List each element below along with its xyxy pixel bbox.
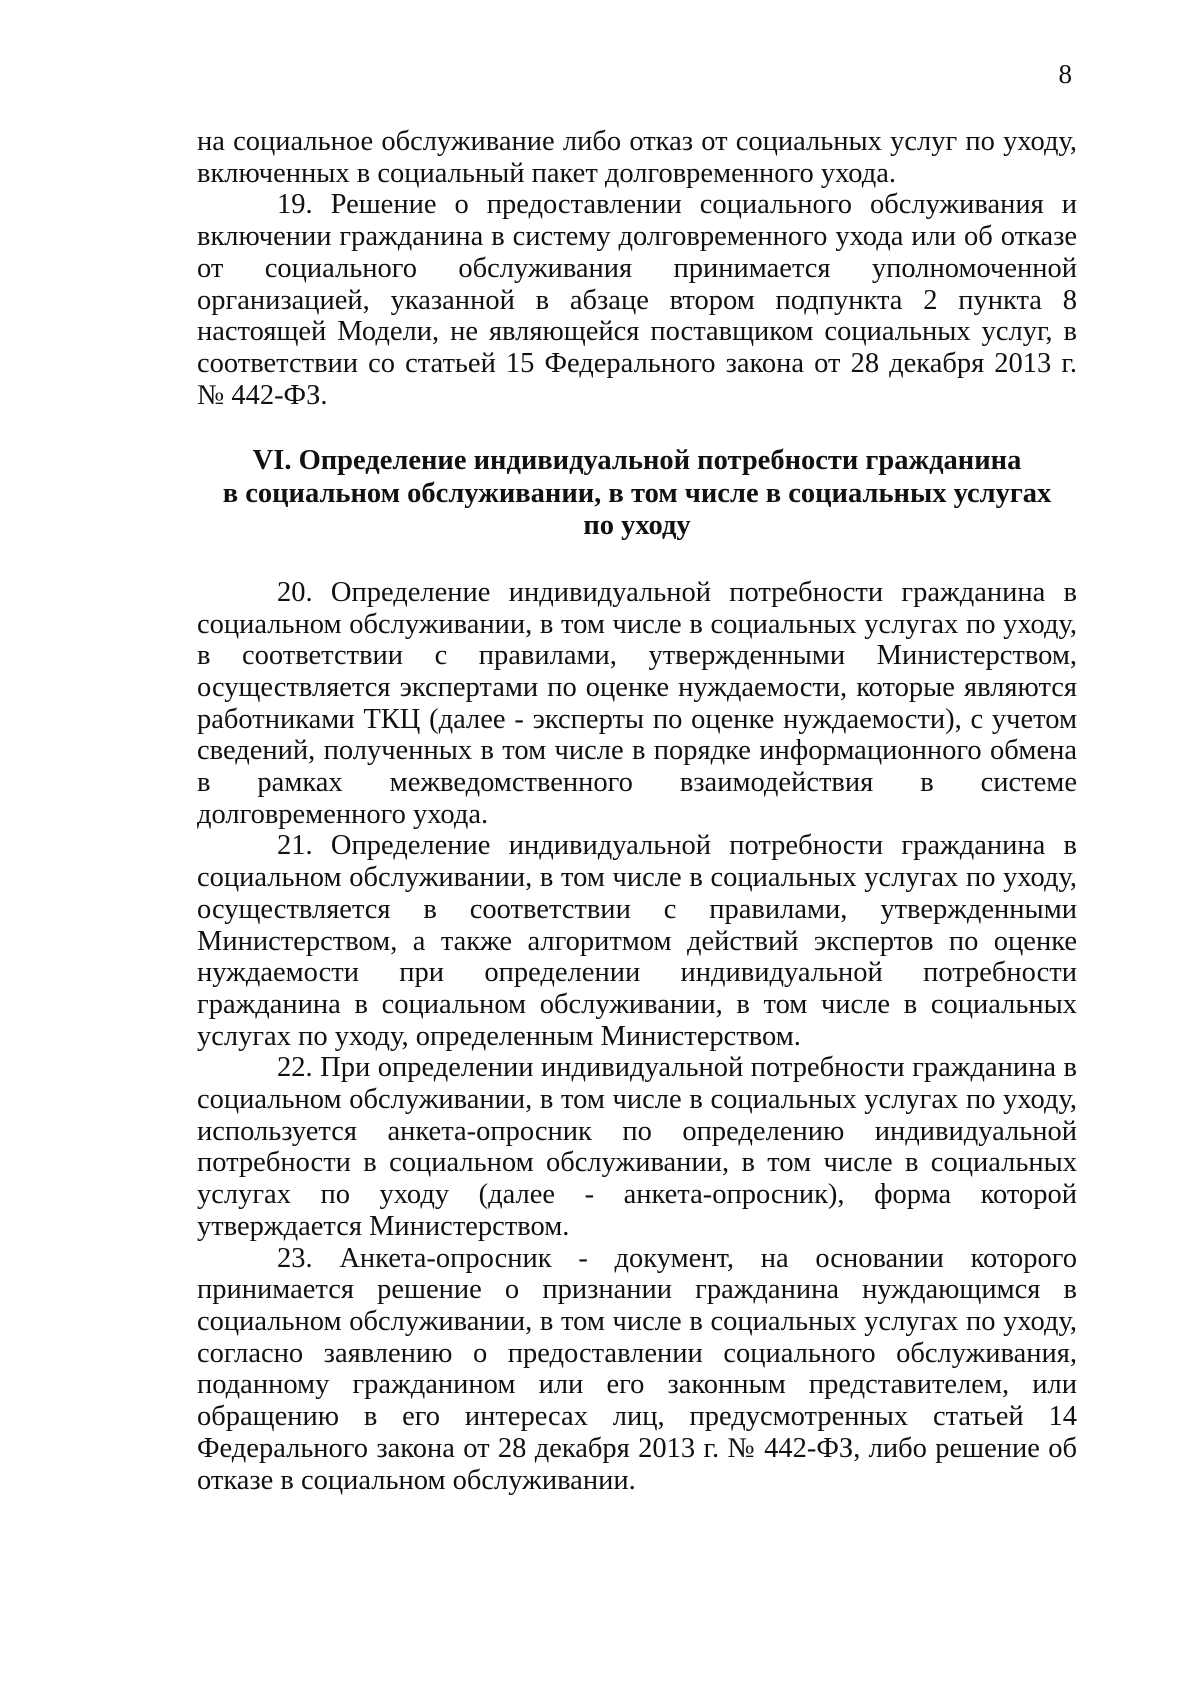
paragraph-22: 22. При определении индивидуальной потребности гражданина в социальном обслуживании, в том числе в социальных услугах по уходу, используется анкета-опросник по определению индивидуальной потребности в социальном обслуживании, в том числе в социальных услугах по уходу (далее - анкета-опросник), форма которой утверждается Министерством. [197, 1052, 1077, 1242]
paragraph-23: 23. Анкета-опросник - документ, на основании которого принимается решение о признании гражданина нуждающимся в социальном обслуживании, в том числе в социальных услугах по уходу, согласно заявлению о предоставлении социального обслуживания, поданному гражданином или его законным представителем, или обращению в его интересах лиц, предусмотренных статьей 14 Федерального закона от 28 декабря 2013 г. № 442-ФЗ, либо решение об отказе в социальном обслуживании. [197, 1242, 1077, 1496]
section-heading-line-3: по уходу [583, 510, 691, 542]
section-heading-line-1: VI. Определение индивидуальной потребности гражданина [252, 445, 1022, 477]
paragraph-20: 20. Определение индивидуальной потребности гражданина в социальном обслуживании, в том числе в социальных услугах по уходу, в соответствии с правилами, утвержденными Министерством, осуществляется экспертами по оценке нуждаемости, которые являются работниками ТКЦ (далее - эксперты по оценке нуждаемости), с учетом сведений, полученных в том числе в порядке информационного обмена в рамках межведомственного взаимодействия в системе долговременного ухода. [197, 576, 1077, 830]
paragraph-19: 19. Решение о предоставлении социального обслуживания и включении гражданина в систему долговременного ухода или об отказе от социального обслуживания принимается уполномоченной организацией, указанной в абзаце втором подпункта 2 пункта 8 настоящей Модели, не являющейся поставщиком социальных услуг, в соответствии со статьей 15 Федерального закона от 28 декабря 2013 г. № 442-ФЗ. [197, 189, 1077, 411]
page-number: 8 [1058, 59, 1072, 89]
paragraph-continuation: на социальное обслуживание либо отказ от социальных услуг по уходу, включенных в социальный пакет долговременного ухода. [197, 126, 1077, 189]
section-heading [197, 445, 1077, 543]
document-body [197, 126, 1077, 1496]
paragraph-21: 21. Определение индивидуальной потребности гражданина в социальном обслуживании, в том числе в социальных услугах по уходу, осуществляется в соответствии с правилами, утвержденными Министерством, а также алгоритмом действий экспертов по оценке нуждаемости при определении индивидуальной потребности гражданина в социальном обслуживании, в том числе в социальных услугах по уходу, определенным Министерством. [197, 830, 1077, 1052]
section-heading-line-2: в социальном обслуживании, в том числе в социальных услугах [222, 477, 1052, 509]
